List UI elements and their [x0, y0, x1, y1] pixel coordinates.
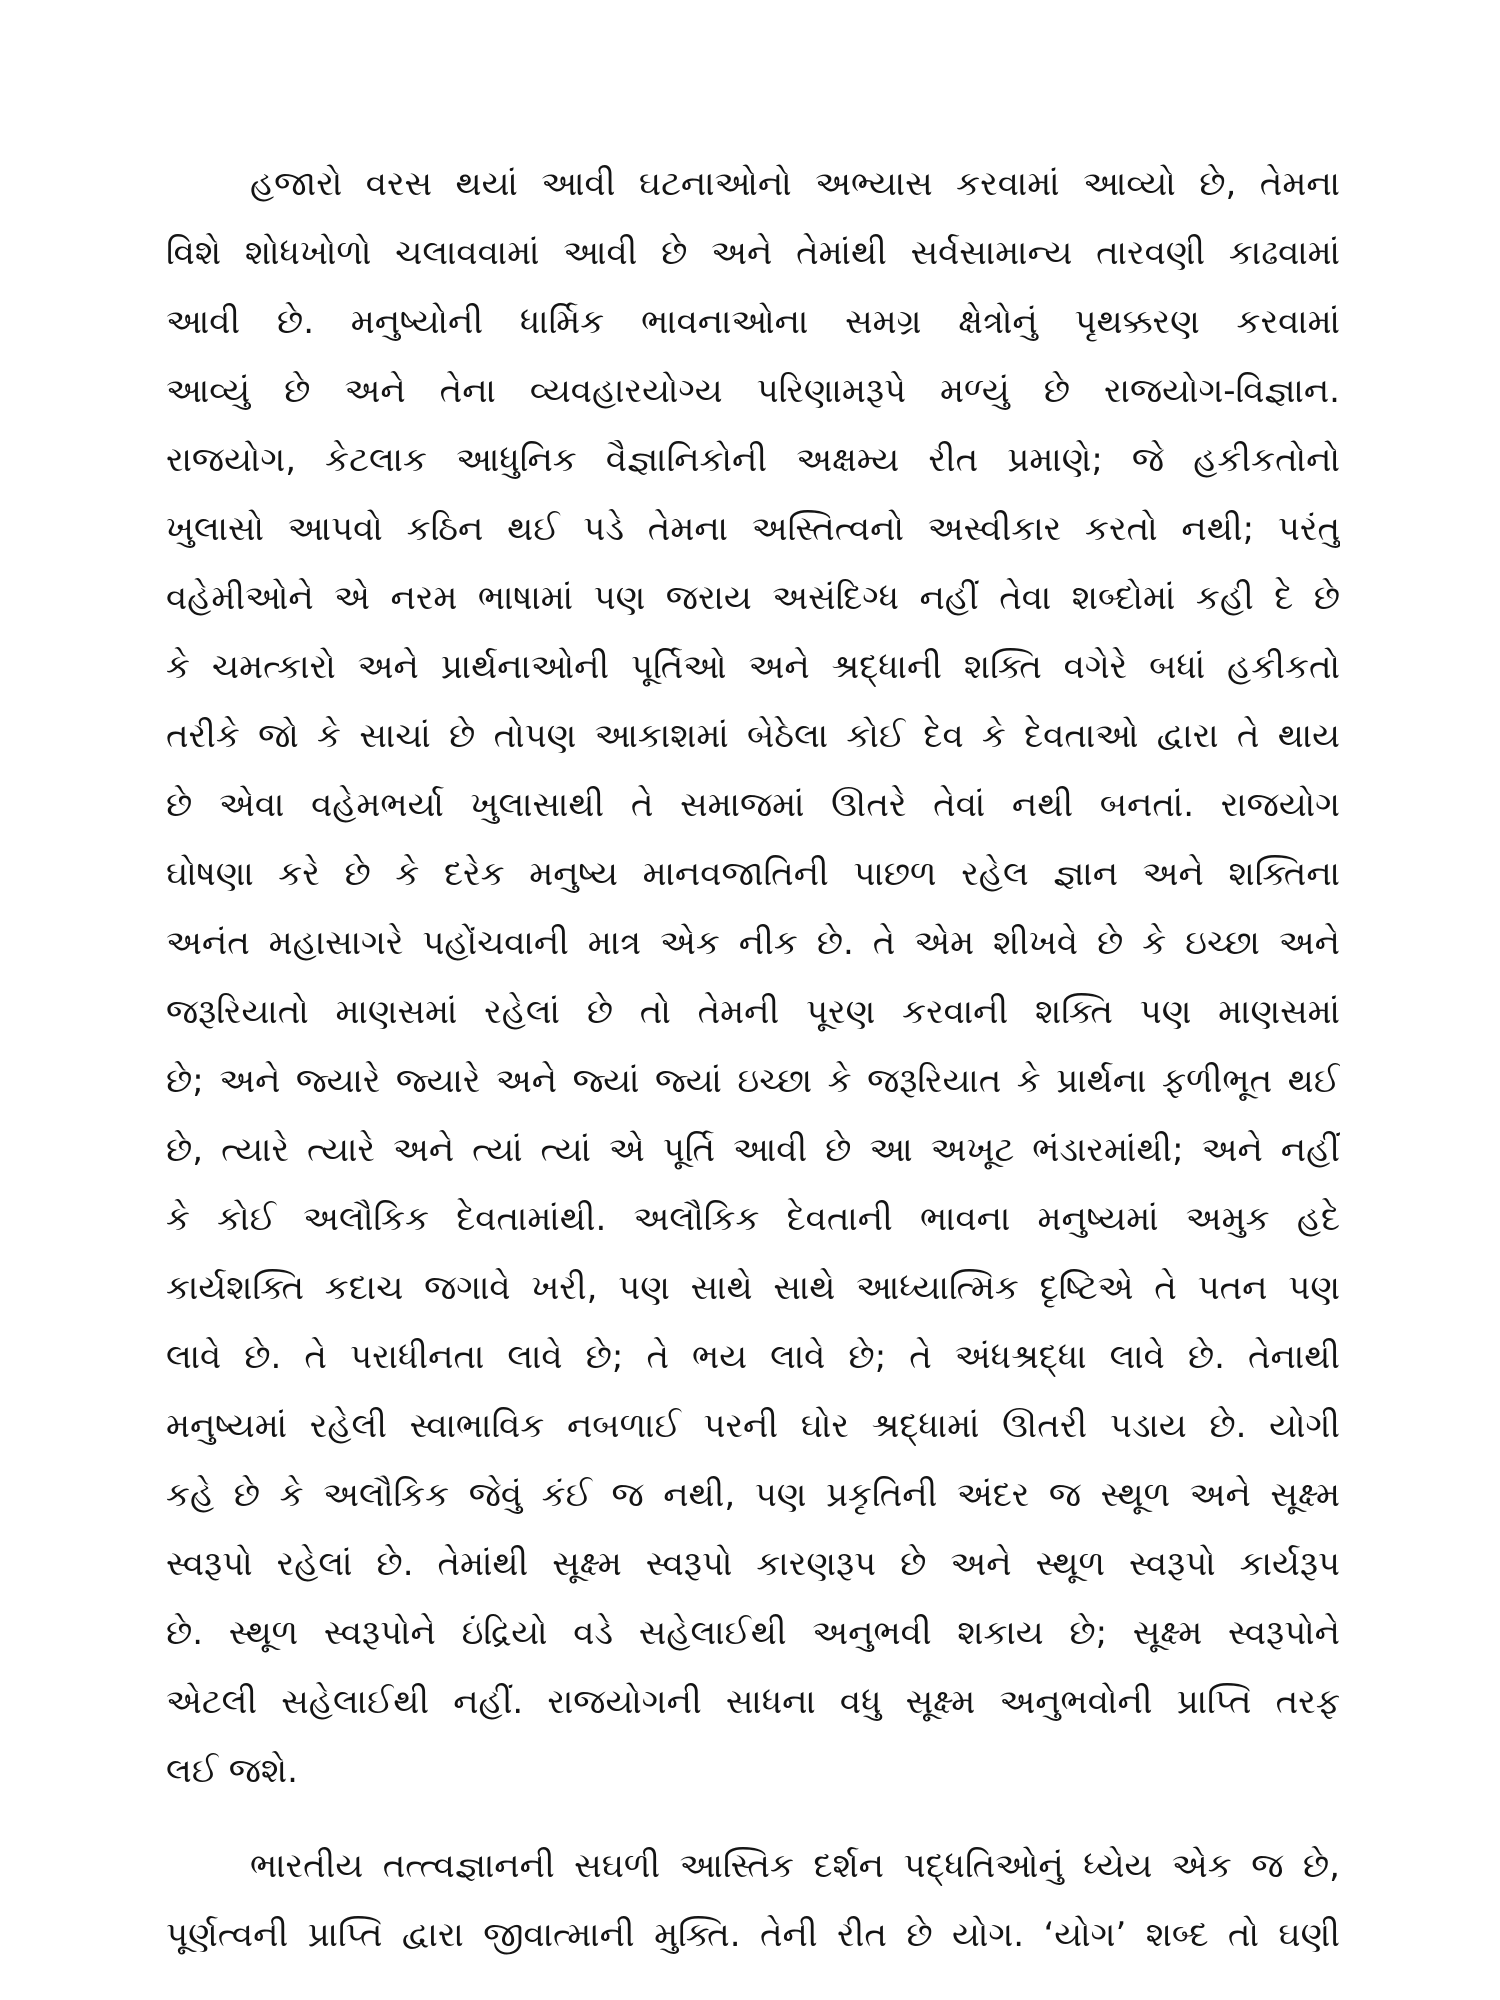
text-line: છે; અને જ્યારે જ્યારે અને જ્યાં જ્યાં ઇચ્છા કે જરૂરિયાત કે પ્રાર્થના ફળીભૂત થઈ	[166, 1061, 1340, 1101]
text-line: પૂર્ણત્વની પ્રાપ્તિ દ્વારા જીવાત્માની મુક્તિ. તેની રીત છે યોગ. ‘યોગ’ શબ્દ તો ઘણી	[166, 1915, 1340, 1955]
text-line: હજારો વરસ થયાં આવી ઘટનાઓનો અભ્યાસ કરવામાં આવ્યો છે, તેમના	[250, 164, 1340, 204]
text-line: અનંત મહાસાગરે પહોંચવાની માત્ર એક નીક છે. તે એમ શીખવે છે કે ઇચ્છા અને	[166, 923, 1340, 963]
text-line: કહે છે કે અલૌકિક જેવું કંઈ જ નથી, પણ પ્રકૃતિની અંદર જ સ્થૂળ અને સૂક્ષ્મ	[166, 1475, 1340, 1515]
text-line: કાર્યશક્તિ કદાચ જગાવે ખરી, પણ સાથે સાથે આધ્યાત્મિક દૃષ્ટિએ તે પતન પણ	[166, 1268, 1340, 1308]
text-line: તરીકે જો કે સાચાં છે તોપણ આકાશમાં બેઠેલા કોઈ દેવ કે દેવતાઓ દ્વારા તે થાય	[166, 716, 1340, 756]
text-line: ઘોષણા કરે છે કે દરેક મનુષ્ય માનવજાતિની પાછળ રહેલ જ્ઞાન અને શક્તિના	[166, 854, 1340, 894]
text-line: મનુષ્યમાં રહેલી સ્વાભાવિક નબળાઈ પરની ઘોર શ્રદ્ધામાં ઊતરી પડાય છે. યોગી	[166, 1406, 1340, 1446]
text-line: જરૂરિયાતો માણસમાં રહેલાં છે તો તેમની પૂરણ કરવાની શક્તિ પણ માણસમાં	[166, 992, 1340, 1032]
text-line: ભારતીય તત્ત્વજ્ઞાનની સઘળી આસ્તિક દર્શન પદ્ધતિઓનું ધ્યેય એક જ છે,	[250, 1846, 1340, 1886]
text-line: છે એવા વહેમભર્યા ખુલાસાથી તે સમાજમાં ઊતરે તેવાં નથી બનતાં. રાજયોગ	[166, 785, 1340, 825]
text-line: આવી છે. મનુષ્યોની ધાર્મિક ભાવનાઓના સમગ્ર ક્ષેત્રોનું પૃથક્કરણ કરવામાં	[166, 302, 1340, 342]
text-line: કે ચમત્કારો અને પ્રાર્થનાઓની પૂર્તિઓ અને શ્રદ્ધાની શક્તિ વગેરે બધાં હકીકતો	[166, 647, 1340, 687]
text-line: ખુલાસો આપવો કઠિન થઈ પડે તેમના અસ્તિત્વનો અસ્વીકાર કરતો નથી; પરંતુ	[166, 509, 1340, 549]
paragraph-2	[166, 1832, 1340, 1970]
body-text	[166, 150, 1340, 1970]
text-line: એટલી સહેલાઈથી નહીં. રાજયોગની સાધના વધુ સૂક્ષ્મ અનુભવોની પ્રાપ્તિ તરફ	[166, 1682, 1340, 1722]
text-line: આવ્યું છે અને તેના વ્યવહારયોગ્ય પરિણામરૂપે મળ્યું છે રાજયોગ-વિજ્ઞાન.	[166, 371, 1340, 411]
text-line: લાવે છે. તે પરાધીનતા લાવે છે; તે ભય લાવે છે; તે અંધશ્રદ્ધા લાવે છે. તેનાથી	[166, 1337, 1340, 1377]
text-line: છે, ત્યારે ત્યારે અને ત્યાં ત્યાં એ પૂર્તિ આવી છે આ અખૂટ ભંડારમાંથી; અને નહીં	[166, 1130, 1340, 1170]
text-line: સ્વરૂપો રહેલાં છે. તેમાંથી સૂક્ષ્મ સ્વરૂપો કારણરૂપ છે અને સ્થૂળ સ્વરૂપો કાર્યરૂપ	[166, 1544, 1340, 1584]
paragraph-1	[166, 150, 1340, 1806]
text-line: લઈ જશે.	[166, 1751, 298, 1791]
text-line: વહેમીઓને એ નરમ ભાષામાં પણ જરાય અસંદિગ્ધ નહીં તેવા શબ્દોમાં કહી દે છે	[166, 578, 1340, 618]
text-line: છે. સ્થૂળ સ્વરૂપોને ઇંદ્રિયો વડે સહેલાઈથી અનુભવી શકાય છે; સૂક્ષ્મ સ્વરૂપોને	[166, 1613, 1340, 1653]
text-line: કે કોઈ અલૌકિક દેવતામાંથી. અલૌકિક દેવતાની ભાવના મનુષ્યમાં અમુક હદે	[166, 1199, 1340, 1239]
text-line: વિશે શોધખોળો ચલાવવામાં આવી છે અને તેમાંથી સર્વસામાન્ય તારવણી કાઢવામાં	[166, 233, 1340, 273]
text-line: રાજયોગ, કેટલાક આધુનિક વૈજ્ઞાનિકોની અક્ષમ્ય રીત પ્રમાણે; જે હકીકતોનો	[166, 440, 1340, 480]
